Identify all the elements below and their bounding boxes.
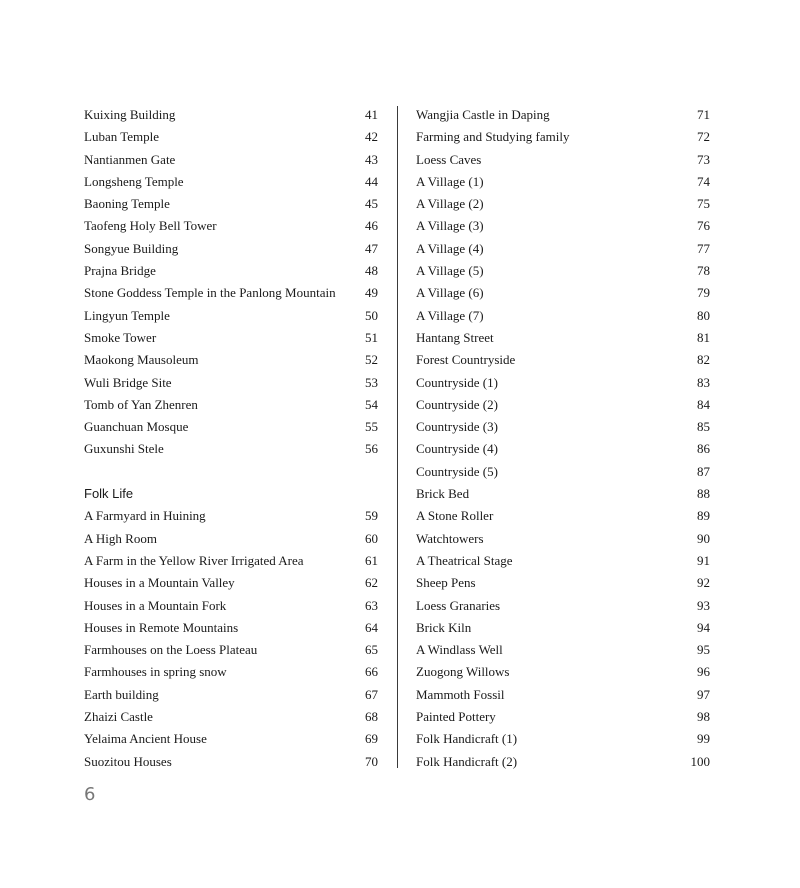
- toc-entry-title: A Farm in the Yellow River Irrigated Area: [84, 552, 304, 568]
- toc-entry: [84, 305, 378, 327]
- toc-entry-page-number: 67: [365, 686, 378, 702]
- toc-entry-title: Loess Caves: [416, 151, 482, 167]
- toc-entry: [416, 461, 710, 483]
- toc-entry-page-number: 51: [365, 329, 378, 345]
- toc-entry-page-number: 89: [697, 508, 710, 524]
- toc-entry-page-number: 55: [365, 419, 378, 435]
- toc-entry: [416, 550, 710, 572]
- toc-entry: [84, 550, 378, 572]
- toc-entry-title: Stone Goddess Temple in the Panlong Mountain: [84, 285, 336, 301]
- toc-entry: [416, 305, 710, 327]
- toc-entry-page-number: 47: [365, 240, 378, 256]
- toc-entry: [416, 751, 710, 773]
- toc-entry: [84, 282, 378, 304]
- toc-entry: [84, 215, 378, 237]
- toc-entry-title: Brick Kiln: [416, 619, 472, 635]
- toc-entry-page-number: 54: [365, 396, 378, 412]
- toc-entry-page-number: 82: [697, 352, 710, 368]
- toc-entry-title: Loess Granaries: [416, 597, 501, 613]
- toc-entry-title: A Village (6): [416, 285, 484, 301]
- toc-entry-title: Houses in a Mountain Fork: [84, 597, 227, 613]
- toc-entry: [416, 193, 710, 215]
- toc-entry-page-number: 76: [697, 218, 710, 234]
- toc-entry: [84, 394, 378, 416]
- toc-entry-title: Maokong Mausoleum: [84, 352, 199, 368]
- toc-entry-title: Folk Handicraft (2): [416, 753, 518, 769]
- toc-list-top: [84, 104, 378, 461]
- toc-entry-title: Taofeng Holy Bell Tower: [84, 218, 217, 234]
- toc-entry: [84, 572, 378, 594]
- toc-entry-page-number: 75: [697, 196, 710, 212]
- toc-entry-page-number: 96: [697, 664, 710, 680]
- toc-entry: [416, 528, 710, 550]
- toc-entry-title: Watchtowers: [416, 530, 484, 546]
- toc-entry-title: Painted Pottery: [416, 709, 496, 725]
- toc-entry: [84, 661, 378, 683]
- toc-entry: [84, 238, 378, 260]
- toc-list-right: [416, 104, 710, 773]
- toc-entry: [416, 438, 710, 460]
- toc-entry-title: Kuixing Building: [84, 107, 176, 122]
- toc-entry: [84, 528, 378, 550]
- toc-entry: [84, 126, 378, 148]
- page-number: 6: [84, 784, 96, 805]
- toc-entry-title: A Farmyard in Huining: [84, 508, 206, 524]
- toc-entry: [416, 149, 710, 171]
- toc-entry-title: Folk Handicraft (1): [416, 731, 518, 747]
- toc-entry-page-number: 83: [697, 374, 710, 390]
- toc-entry: [416, 215, 710, 237]
- toc-entry: [84, 639, 378, 661]
- toc-entry-page-number: 91: [697, 552, 710, 568]
- toc-entry-title: A High Room: [84, 530, 157, 546]
- toc-entry-page-number: 44: [365, 173, 378, 189]
- toc-entry: [416, 238, 710, 260]
- toc-entry: [416, 171, 710, 193]
- toc-entry-page-number: 61: [365, 552, 378, 568]
- toc-entry: [416, 617, 710, 639]
- toc-list-bottom: [84, 505, 378, 773]
- toc-entry-title: A Village (7): [416, 307, 484, 323]
- toc-entry-title: Smoke Tower: [84, 329, 157, 345]
- toc-entry: [416, 260, 710, 282]
- toc-entry-page-number: 74: [697, 173, 710, 189]
- toc-entry-page-number: 65: [365, 642, 378, 658]
- toc-entry: [84, 505, 378, 527]
- toc-entry-page-number: 73: [697, 151, 710, 167]
- toc-entry-page-number: 94: [697, 619, 710, 635]
- toc-entry-page-number: 78: [697, 263, 710, 279]
- toc-entry-page-number: 92: [697, 575, 710, 591]
- toc-entry: [416, 483, 710, 505]
- toc-entry: [416, 505, 710, 527]
- toc-entry-title: Forest Countryside: [416, 352, 516, 368]
- toc-entry: [416, 595, 710, 617]
- toc-entry-page-number: 85: [697, 419, 710, 435]
- toc-entry-page-number: 71: [697, 107, 710, 122]
- toc-entry-page-number: 97: [697, 686, 710, 702]
- toc-entry: [84, 751, 378, 773]
- toc-entry-page-number: 66: [365, 664, 378, 680]
- toc-entry: [84, 104, 378, 126]
- toc-entry-title: Zhaizi Castle: [84, 709, 153, 725]
- toc-entry: [84, 728, 378, 750]
- toc-right-column: [416, 104, 710, 773]
- toc-entry-page-number: 70: [365, 753, 378, 769]
- toc-entry-page-number: 63: [365, 597, 378, 613]
- toc-entry-page-number: 52: [365, 352, 378, 368]
- toc-entry-title: A Windlass Well: [416, 642, 503, 658]
- toc-entry-page-number: 68: [365, 709, 378, 725]
- toc-entry: [416, 728, 710, 750]
- toc-entry-title: Suozitou Houses: [84, 753, 172, 769]
- toc-entry: [84, 149, 378, 171]
- toc-entry-page-number: 56: [365, 441, 378, 457]
- toc-entry-title: Guxunshi Stele: [84, 441, 164, 457]
- toc-entry-page-number: 69: [365, 731, 378, 747]
- toc-entry: [84, 416, 378, 438]
- toc-entry-title: A Village (1): [416, 173, 484, 189]
- toc-entry-page-number: 50: [365, 307, 378, 323]
- toc-entry-title: Houses in a Mountain Valley: [84, 575, 235, 591]
- toc-entry: [84, 684, 378, 706]
- toc-entry-title: Tomb of Yan Zhenren: [84, 396, 198, 412]
- toc-entry: [416, 282, 710, 304]
- toc-entry-title: Prajna Bridge: [84, 263, 156, 279]
- toc-entry-title: Yelaima Ancient House: [84, 731, 207, 747]
- toc-entry: [416, 372, 710, 394]
- section-spacer: [84, 461, 378, 483]
- toc-entry: [416, 572, 710, 594]
- toc-entry-title: Hantang Street: [416, 329, 494, 345]
- toc-entry-page-number: 90: [697, 530, 710, 546]
- toc-entry-title: Countryside (2): [416, 396, 498, 412]
- toc-entry-title: Sheep Pens: [416, 575, 476, 591]
- toc-entry: [416, 639, 710, 661]
- toc-entry-page-number: 81: [697, 329, 710, 345]
- toc-entry: [84, 706, 378, 728]
- toc-entry-title: Mammoth Fossil: [416, 686, 505, 702]
- toc-entry: [84, 193, 378, 215]
- toc-entry-title: Brick Bed: [416, 486, 470, 502]
- toc-entry-page-number: 99: [697, 731, 710, 747]
- toc-entry-page-number: 62: [365, 575, 378, 591]
- toc-entry-title: A Village (5): [416, 263, 484, 279]
- toc-entry-title: Zuogong Willows: [416, 664, 510, 680]
- toc-entry-title: A Village (2): [416, 196, 484, 212]
- toc-entry-title: Lingyun Temple: [84, 307, 170, 323]
- toc-entry-title: Earth building: [84, 686, 159, 702]
- toc-entry-page-number: 80: [697, 307, 710, 323]
- toc-entry-title: Countryside (3): [416, 419, 498, 435]
- toc-entry-page-number: 86: [697, 441, 710, 457]
- toc-entry-title: Wuli Bridge Site: [84, 374, 172, 390]
- toc-entry: [416, 661, 710, 683]
- toc-entry-page-number: 53: [365, 374, 378, 390]
- toc-entry-title: Farmhouses on the Loess Plateau: [84, 642, 258, 658]
- toc-entry-title: Countryside (5): [416, 463, 498, 479]
- toc-entry-page-number: 98: [697, 709, 710, 725]
- toc-entry-title: A Village (4): [416, 240, 484, 256]
- toc-entry-title: Farming and Studying family: [416, 129, 570, 145]
- toc-entry-page-number: 95: [697, 642, 710, 658]
- section-title-folk-life: Folk Life: [84, 486, 134, 502]
- toc-entry-page-number: 72: [697, 129, 710, 145]
- toc-left-column: [84, 104, 378, 773]
- toc-entry: [416, 126, 710, 148]
- toc-entry-title: Countryside (1): [416, 374, 498, 390]
- column-divider: [397, 106, 398, 768]
- toc-entry: [416, 394, 710, 416]
- toc-entry: [416, 327, 710, 349]
- toc-entry-page-number: 64: [365, 619, 378, 635]
- toc-entry: [84, 327, 378, 349]
- toc-entry: [84, 349, 378, 371]
- toc-entry-page-number: 45: [365, 196, 378, 212]
- toc-entry: [416, 684, 710, 706]
- toc-entry-title: A Stone Roller: [416, 508, 494, 524]
- toc-entry-page-number: 48: [365, 263, 378, 279]
- toc-entry-page-number: 79: [697, 285, 710, 301]
- toc-entry: [84, 171, 378, 193]
- toc-entry-title: Farmhouses in spring snow: [84, 664, 227, 680]
- toc-entry: [416, 104, 710, 126]
- toc-entry-page-number: 59: [365, 508, 378, 524]
- toc-entry-title: Luban Temple: [84, 129, 160, 145]
- toc-entry-title: Wangjia Castle in Daping: [416, 107, 550, 122]
- toc-entry-page-number: 100: [690, 753, 710, 769]
- toc-entry-page-number: 93: [697, 597, 710, 613]
- toc-entry-title: Houses in Remote Mountains: [84, 619, 239, 635]
- toc-entry: [84, 617, 378, 639]
- toc-entry: [416, 349, 710, 371]
- toc-entry: [84, 595, 378, 617]
- toc-entry-page-number: 43: [365, 151, 378, 167]
- toc-entry-title: Nantianmen Gate: [84, 151, 176, 167]
- toc-entry-title: A Theatrical Stage: [416, 552, 513, 568]
- toc-entry-title: Guanchuan Mosque: [84, 419, 189, 435]
- toc-entry-title: Songyue Building: [84, 240, 179, 256]
- toc-entry: [416, 416, 710, 438]
- toc-entry: [84, 438, 378, 460]
- toc-entry-title: Baoning Temple: [84, 196, 170, 212]
- toc-entry-title: Longsheng Temple: [84, 173, 184, 189]
- toc-entry-page-number: 49: [365, 285, 378, 301]
- toc-entry-page-number: 87: [697, 463, 710, 479]
- toc-entry-page-number: 77: [697, 240, 710, 256]
- toc-entry: [416, 706, 710, 728]
- toc-entry-title: Countryside (4): [416, 441, 498, 457]
- toc-entry-page-number: 46: [365, 218, 378, 234]
- toc-entry: [84, 372, 378, 394]
- toc-entry: [84, 260, 378, 282]
- toc-entry-page-number: 42: [365, 129, 378, 145]
- toc-entry-page-number: 88: [697, 486, 710, 502]
- toc-entry-title: A Village (3): [416, 218, 484, 234]
- toc-entry-page-number: 60: [365, 530, 378, 546]
- toc-entry-page-number: 84: [697, 396, 710, 412]
- toc-entry-page-number: 41: [365, 107, 378, 122]
